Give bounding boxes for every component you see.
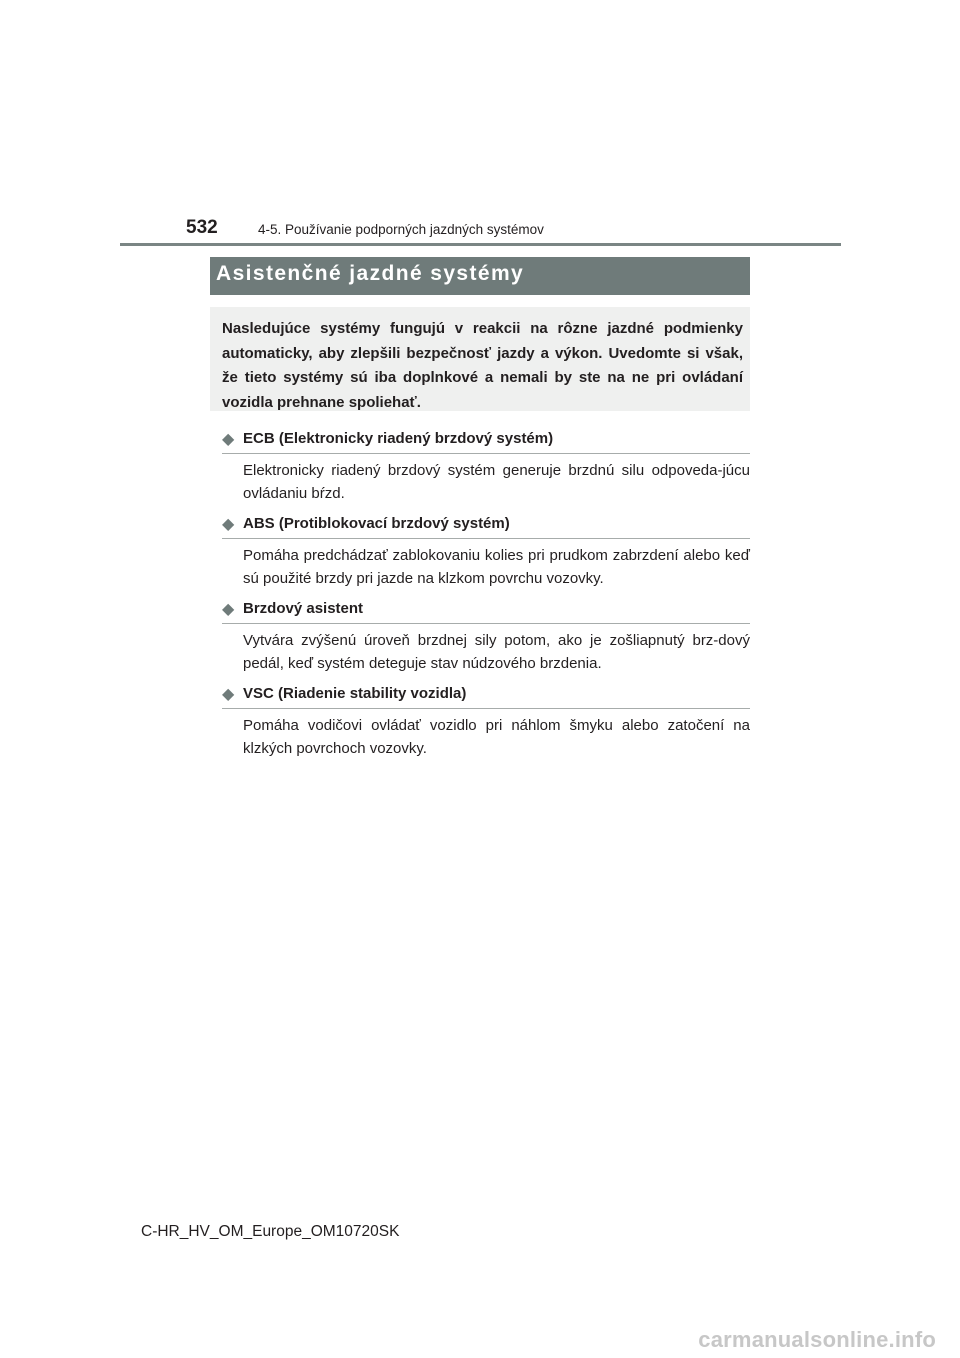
diamond-icon: ◆ <box>222 431 235 448</box>
feature-title: ECB (Elektronicky riadený brzdový systém) <box>243 430 554 447</box>
chapter-title: 4-5. Používanie podporných jazdných systémov <box>258 222 544 237</box>
feature-heading-vsc <box>222 682 750 709</box>
feature-body-abs: Pomáha predchádzať zablokovaniu kolies pri prudkom zabrzdení alebo keď sú použité brzdy pri jazde na klzkom povrchu vozovky. <box>243 547 750 587</box>
diamond-icon: ◆ <box>222 686 235 703</box>
feature-heading-ecb <box>222 427 750 454</box>
feature-body-vsc: Pomáha vodičovi ovládať vozidlo pri náhlom šmyku alebo zatočení na klzkých povrchoch vozovky. <box>243 717 750 757</box>
section-title: Asistenčné jazdné systémy <box>216 262 525 285</box>
header-divider <box>120 243 841 246</box>
feature-title: VSC (Riadenie stability vozidla) <box>243 685 467 702</box>
feature-heading-brake-assist <box>222 597 750 624</box>
watermark-link[interactable]: carmanualsonline.info <box>698 1327 936 1352</box>
intro-text: Nasledujúce systémy fungujú v reakcii na rôzne jazdné podmienky automaticky, aby zlepšili bezpečnosť jazdy a výkon. Uvedomte si však, že tieto systémy sú iba doplnkové a nemali by ste na ne pri ovládaní vozidla prehnane spoliehať. <box>222 320 743 411</box>
feature-title: ABS (Protiblokovací brzdový systém) <box>243 515 510 532</box>
page-number: 532 <box>186 217 218 238</box>
feature-body-ecb: Elektronicky riadený brzdový systém generuje brzdnú silu odpoveda-júcu ovládaniu bŕzd. <box>243 462 750 502</box>
feature-body-brake-assist: Vytvára zvýšenú úroveň brzdnej sily potom, ako je zošliapnutý brz-dový pedál, keď systém deteguje stav núdzového brzdenia. <box>243 632 750 672</box>
feature-heading-abs <box>222 512 750 539</box>
diamond-icon: ◆ <box>222 601 235 618</box>
feature-title: Brzdový asistent <box>243 600 364 617</box>
diamond-icon: ◆ <box>222 516 235 533</box>
footer-doc-code: C-HR_HV_OM_Europe_OM10720SK <box>141 1223 400 1240</box>
